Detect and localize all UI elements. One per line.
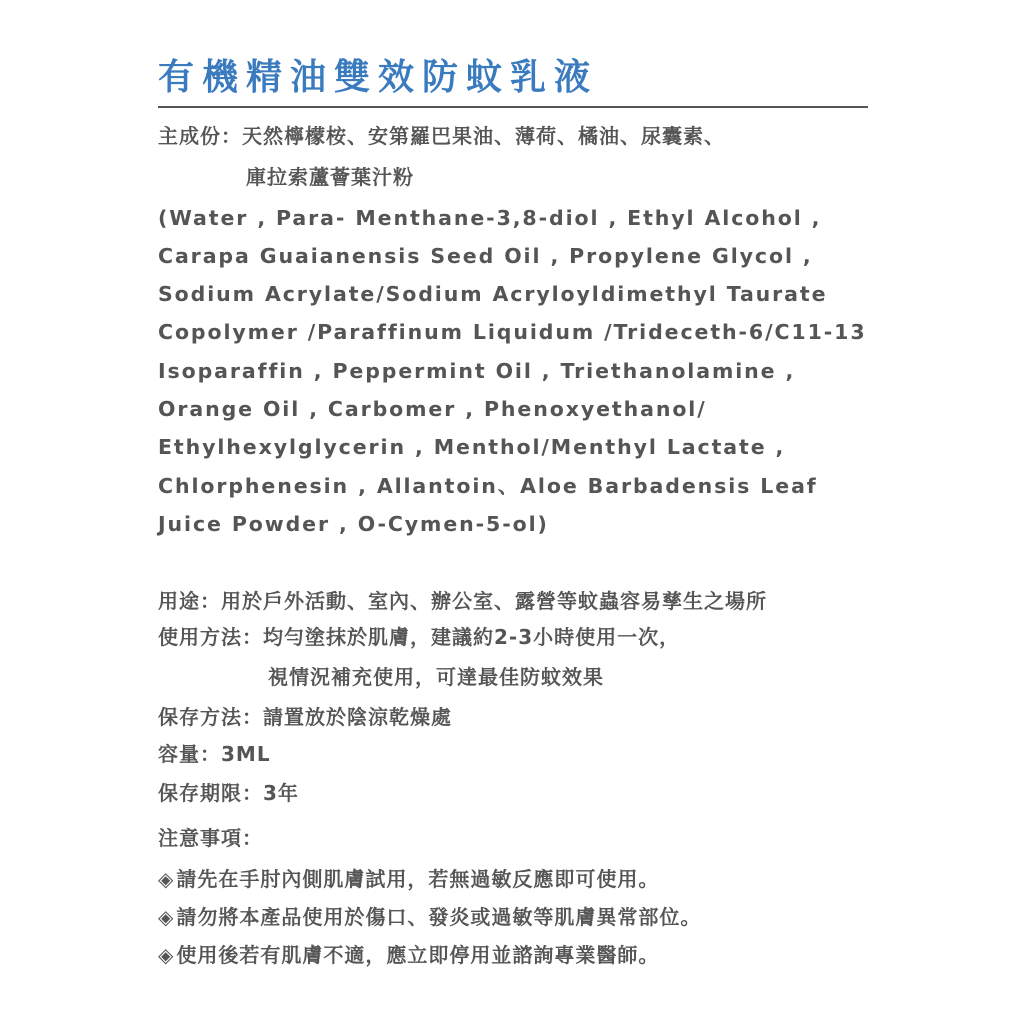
ingredients-latin-line: Carapa Guaianensis Seed Oil , Propylene Glycol , xyxy=(158,244,813,268)
notes-item-text: 請先在手肘內側肌膚試用，若無過敏反應即可使用。 xyxy=(176,867,660,891)
shelf-life-line: 保存期限：3年 xyxy=(158,781,299,805)
ingredients-latin-line: Juice Powder , O-Cymen-5-ol) xyxy=(158,512,549,536)
notes-heading: 注意事項： xyxy=(158,826,263,850)
product-title: 有機精油雙效防蚊乳液 xyxy=(158,57,599,98)
title-divider xyxy=(158,106,868,108)
diamond-bullet-icon: ◈ xyxy=(158,943,175,967)
diamond-bullet-icon: ◈ xyxy=(158,867,175,891)
ingredients-latin-line: Chlorphenesin , Allantoin、Aloe Barbadensis Leaf xyxy=(158,474,818,498)
ingredients-line-2: 庫拉索蘆薈葉汁粉 xyxy=(246,165,414,189)
ingredients-latin-line: (Water , Para- Menthane-3,8-diol , Ethyl Alcohol , xyxy=(158,206,822,230)
notes-item xyxy=(158,864,659,894)
notes-item xyxy=(158,902,701,932)
ingredients-latin-line: Sodium Acrylate/Sodium Acryloyldimethyl Taurate xyxy=(158,282,828,306)
usage-line: 用途：用於戶外活動、室內、辦公室、露營等蚊蟲容易孳生之場所 xyxy=(158,589,767,613)
notes-item-text: 請勿將本產品使用於傷口、發炎或過敏等肌膚異常部位。 xyxy=(176,905,702,929)
diamond-bullet-icon: ◈ xyxy=(158,905,175,929)
storage-line: 保存方法：請置放於陰涼乾燥處 xyxy=(158,705,452,729)
directions-line-1: 使用方法：均勻塗抹於肌膚，建議約2-3小時使用一次， xyxy=(158,625,681,649)
notes-item xyxy=(158,940,659,970)
notes-item-text: 使用後若有肌膚不適，應立即停用並諮詢專業醫師。 xyxy=(176,943,660,967)
ingredients-label: 主成份： xyxy=(158,124,242,148)
ingredients-text-1: 天然檸檬桉、安第羅巴果油、薄荷、橘油、尿囊素、 xyxy=(242,124,725,148)
ingredients-latin-line: Copolymer /Paraffinum Liquidum /Trideceth-6/C11-13 xyxy=(158,320,867,344)
directions-line-2: 視情況補充使用，可達最佳防蚊效果 xyxy=(268,665,604,689)
ingredients-line-1 xyxy=(158,121,725,151)
ingredients-latin-line: Isoparaffin , Peppermint Oil , Triethanolamine , xyxy=(158,359,796,383)
ingredients-latin-line: Ethylhexylglycerin , Menthol/Menthyl Lactate , xyxy=(158,435,786,459)
capacity-line: 容量：3ML xyxy=(158,742,271,766)
ingredients-latin-line: Orange Oil , Carbomer , Phenoxyethanol/ xyxy=(158,397,707,421)
